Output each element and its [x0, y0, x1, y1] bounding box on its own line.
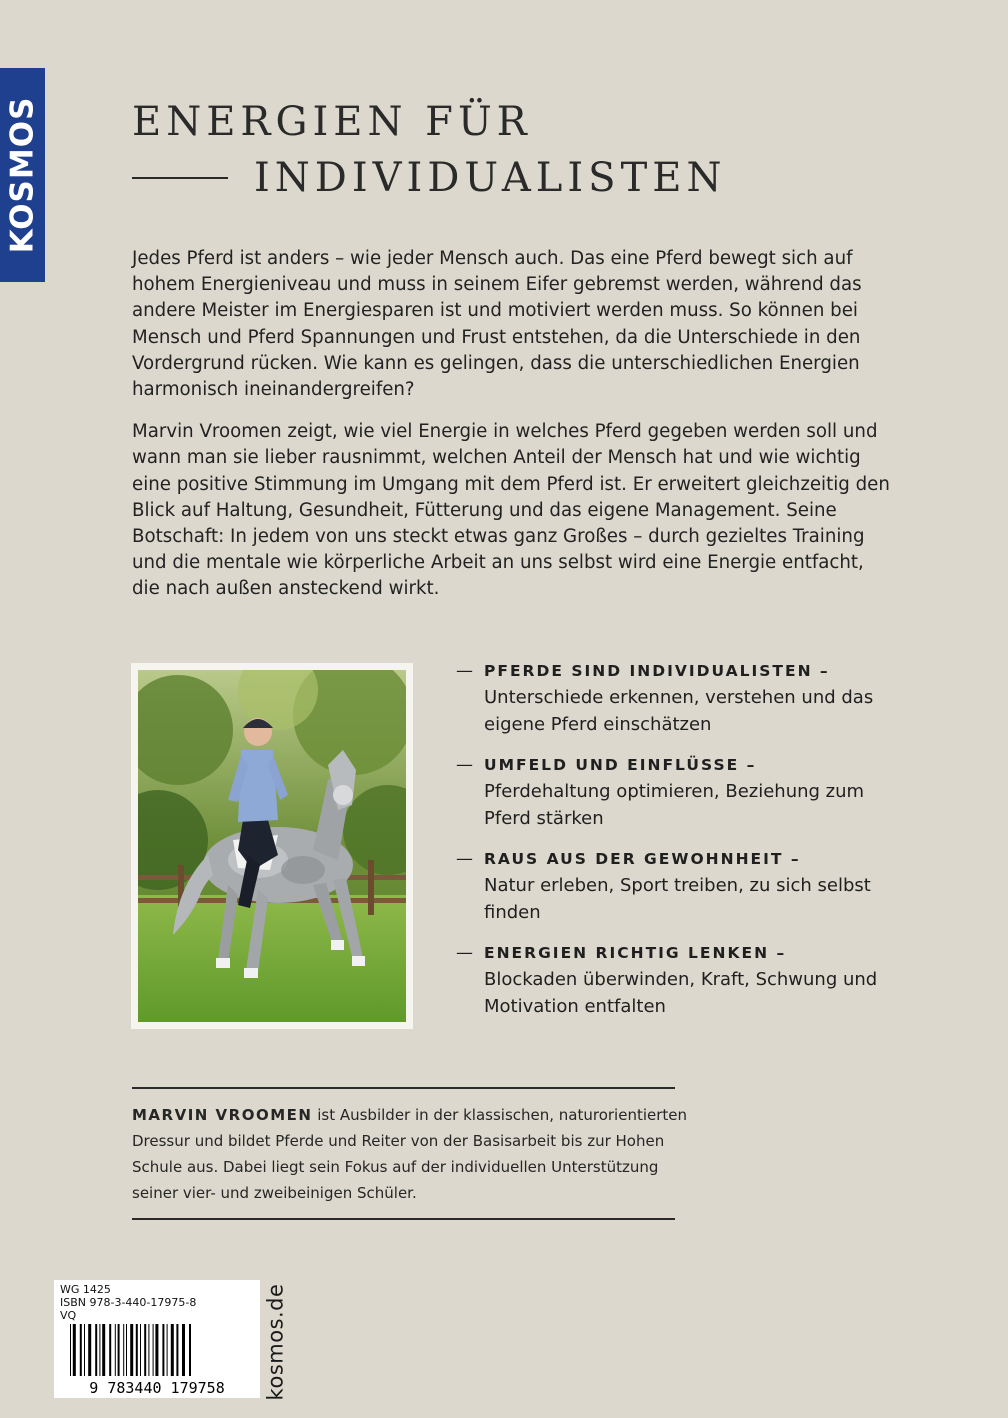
rider-on-horse-image [138, 670, 406, 1022]
website-label [258, 1282, 292, 1402]
feature-dash: — [456, 943, 473, 963]
barcode-bar [99, 1324, 100, 1376]
barcode-bar [73, 1324, 76, 1376]
barcode-label [54, 1280, 260, 1398]
feature-item [456, 940, 886, 1020]
barcode-bar [102, 1324, 105, 1376]
rider-photo [131, 663, 413, 1029]
barcode-bar [84, 1324, 85, 1376]
barcode-bar [155, 1324, 158, 1376]
feature-list [456, 658, 886, 1034]
barcode-isbn: ISBN 978-3-440-17975-8 [60, 1296, 197, 1309]
barcode-code: VQ [60, 1309, 77, 1322]
barcode-bar [136, 1324, 138, 1376]
barcode-bar [176, 1324, 178, 1376]
feature-dash: — [456, 849, 473, 869]
barcode-bar [70, 1324, 71, 1376]
barcode-bar [140, 1324, 141, 1376]
feature-heading: PFERDE SIND INDIVIDUALISTEN – [484, 662, 830, 680]
intro-paragraph-1: Jedes Pferd ist anders – wie jeder Mensch auch. Das eine Pferd bewegt sich auf hohem Energieniveau und muss in seinem Eifer gebremst werden, während das andere Meister im Energiesparen ist und motiviert werden muss. So können bei Mensch und Pferd Spannungen und Frust entstehen, da die Unterschiede in den Vordergrund rücken. Wie kann es gelingen, dass die unterschiedlichen Energien harmonisch ineinandergreifen? [132, 248, 862, 401]
feature-dash: — [456, 755, 473, 775]
title-line-1: ENERGIEN FÜR [132, 99, 532, 145]
feature-dash: — [456, 661, 473, 681]
author-name: MARVIN VROOMEN [132, 1106, 313, 1124]
barcode-bar [189, 1324, 191, 1376]
title-dash-decoration [132, 177, 228, 179]
intro-text [132, 246, 892, 619]
barcode-bar [182, 1324, 185, 1376]
author-rule-bottom [132, 1218, 675, 1220]
feature-item [456, 658, 886, 738]
author-rule-top [132, 1087, 675, 1089]
website-text: kosmos.de [263, 1283, 287, 1401]
barcode-bar [109, 1324, 111, 1376]
feature-item [456, 846, 886, 926]
feature-heading: RAUS AUS DER GEWOHNHEIT – [484, 850, 801, 868]
barcode-bar [130, 1324, 133, 1376]
barcode-bar [118, 1324, 120, 1376]
barcode-graphic [60, 1324, 254, 1396]
barcode-bar [123, 1324, 124, 1376]
barcode-wg: WG 1425 [60, 1283, 111, 1296]
barcode-bar [144, 1324, 146, 1376]
barcode-bar [167, 1324, 168, 1376]
feature-text: Blockaden überwinden, Kraft, Schwung und Motivation entfalten [484, 969, 878, 1017]
feature-text: Unterschiede erkennen, verstehen und das eigene Pferd einschätzen [484, 687, 874, 735]
barcode-bar [162, 1324, 164, 1376]
feature-text: Pferdehaltung optimieren, Beziehung zum Pferd stärken [484, 781, 865, 829]
title-line-2: INDIVIDUALISTEN [254, 155, 727, 201]
title-line-2-row [132, 152, 726, 204]
author-bio [132, 1102, 692, 1206]
barcode-bar [88, 1324, 91, 1376]
kosmos-logo-text: KOSMOS [4, 96, 41, 254]
feature-item [456, 752, 886, 832]
barcode-bar [80, 1324, 82, 1376]
barcode-digits: 9 783440 179758 [89, 1379, 225, 1396]
barcode-bar [153, 1324, 154, 1376]
feature-heading: UMFELD UND EINFLÜSSE – [484, 756, 757, 774]
barcode-bar [126, 1324, 127, 1376]
feature-text: Natur erleben, Sport treiben, zu sich selbst finden [484, 875, 871, 923]
back-cover-title [132, 96, 726, 204]
barcode-bar [95, 1324, 97, 1376]
barcode-bars [70, 1324, 191, 1376]
feature-heading: ENERGIEN RICHTIG LENKEN – [484, 944, 787, 962]
author-bio-text: ist Ausbilder in der klassischen, naturorientierten Dressur und bildet Pferde und Reiter von der Basisarbeit bis zur Hohen Schule aus. Dabei liegt sein Fokus auf der individuellen Unterstützung seiner vier- und zweibeinigen Schüler. [132, 1106, 688, 1202]
barcode-bar [171, 1324, 174, 1376]
barcode-bar [148, 1324, 149, 1376]
intro-paragraph-2: Marvin Vroomen zeigt, wie viel Energie in welches Pferd gegeben werden soll und wann man sie lieber rausnimmt, welchen Anteil der Mensch hat und wie wichtig eine positive Stimmung im Umgang mit dem Pferd ist. Er erweitert gleichzeitig den Blick auf Haltung, Gesundheit, Fütterung und das eigene Management. Seine Botschaft: In jedem von uns steckt etwas ganz Großes – durch gezieltes Training und die mentale wie körperliche Arbeit an uns selbst wird eine Energie entfacht, die nach außen ansteckend wirkt. [132, 421, 890, 600]
kosmos-logo [0, 68, 45, 282]
barcode-bar [115, 1324, 116, 1376]
